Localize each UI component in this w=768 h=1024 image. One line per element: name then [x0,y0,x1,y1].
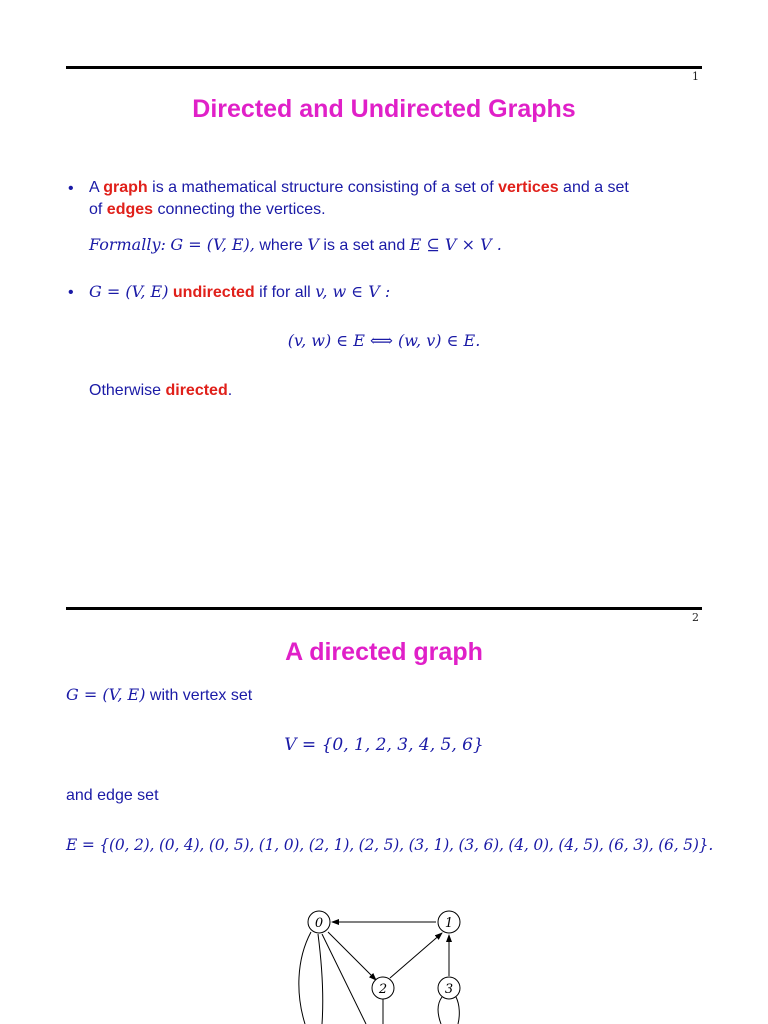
graph-node-3-label: 3 [444,982,454,997]
graph-node-2-label: 2 [378,982,388,997]
graph-node-0 [308,911,330,933]
slide1-page-number: 1 [692,70,699,83]
bullet-1-line2-pre: of [89,201,103,218]
bullet-1-mid1: is a mathematical structure consisting of a set of [152,179,494,196]
graph-node-2 [372,977,394,999]
bullet-2-vars: v, w ∈ V : [315,282,391,301]
bullet-1-marker: • [68,180,74,197]
formally-where: where [259,237,303,254]
bullet-1-pre: A [89,179,99,196]
otherwise-post: . [227,382,233,399]
formally-label: Formally: [89,235,166,254]
bullet-2-marker: • [68,284,74,301]
edge-set-intro: and edge set [66,787,159,804]
edge-3-6-curve-left [438,997,442,1024]
edge-4-0-curve-right [318,934,323,1024]
term-edges: edges [106,201,154,218]
edge-6-3-curve-right [456,997,459,1024]
bullet-2-rest: if for all [259,284,311,301]
term-directed: directed [165,382,228,399]
edge-0-2 [328,932,376,980]
formally-eq: G = (V, E), [170,235,255,254]
edge-set-equation: E = {(0, 2), (0, 4), (0, 5), (1, 0), (2, 1), (2, 5), (3, 1), (3, 6), (4, 0), (4, 5), (6, 3), (6, 5)}. [66,836,714,854]
undirected-definition-equation: (v, w) ∈ E ⟺ (w, v) ∈ E. [287,331,481,350]
formally-v: V [307,235,319,254]
bullet-1-mid2: and a set [563,179,629,196]
otherwise-pre: Otherwise [89,382,162,399]
formally-isaset: is a set and [323,237,406,254]
edge-0-4-curve-left [299,932,311,1024]
term-undirected: undirected [172,284,255,301]
slide2-intro-text: with vertex set [149,687,253,704]
graph-node-3 [438,977,460,999]
vertex-set-equation: V = {0, 1, 2, 3, 4, 5, 6} [284,735,484,755]
term-graph: graph [103,179,148,196]
bullet-1-line2-post: connecting the vertices. [157,201,326,218]
bullet-2-eq: G = (V, E) [89,282,169,301]
graph-node-1 [438,911,460,933]
edge-2-1 [390,933,442,978]
slide1-title: Directed and Undirected Graphs [192,95,576,123]
slide2-intro-eq: G = (V, E) [66,685,146,704]
graph-node-1-label: 1 [444,916,454,931]
slide2-page-number: 2 [692,611,699,624]
graph-node-0-label: 0 [314,916,324,931]
slide2-title: A directed graph [285,638,483,666]
formally-subset: E ⊆ V × V . [409,235,502,254]
term-vertices: vertices [498,179,559,196]
